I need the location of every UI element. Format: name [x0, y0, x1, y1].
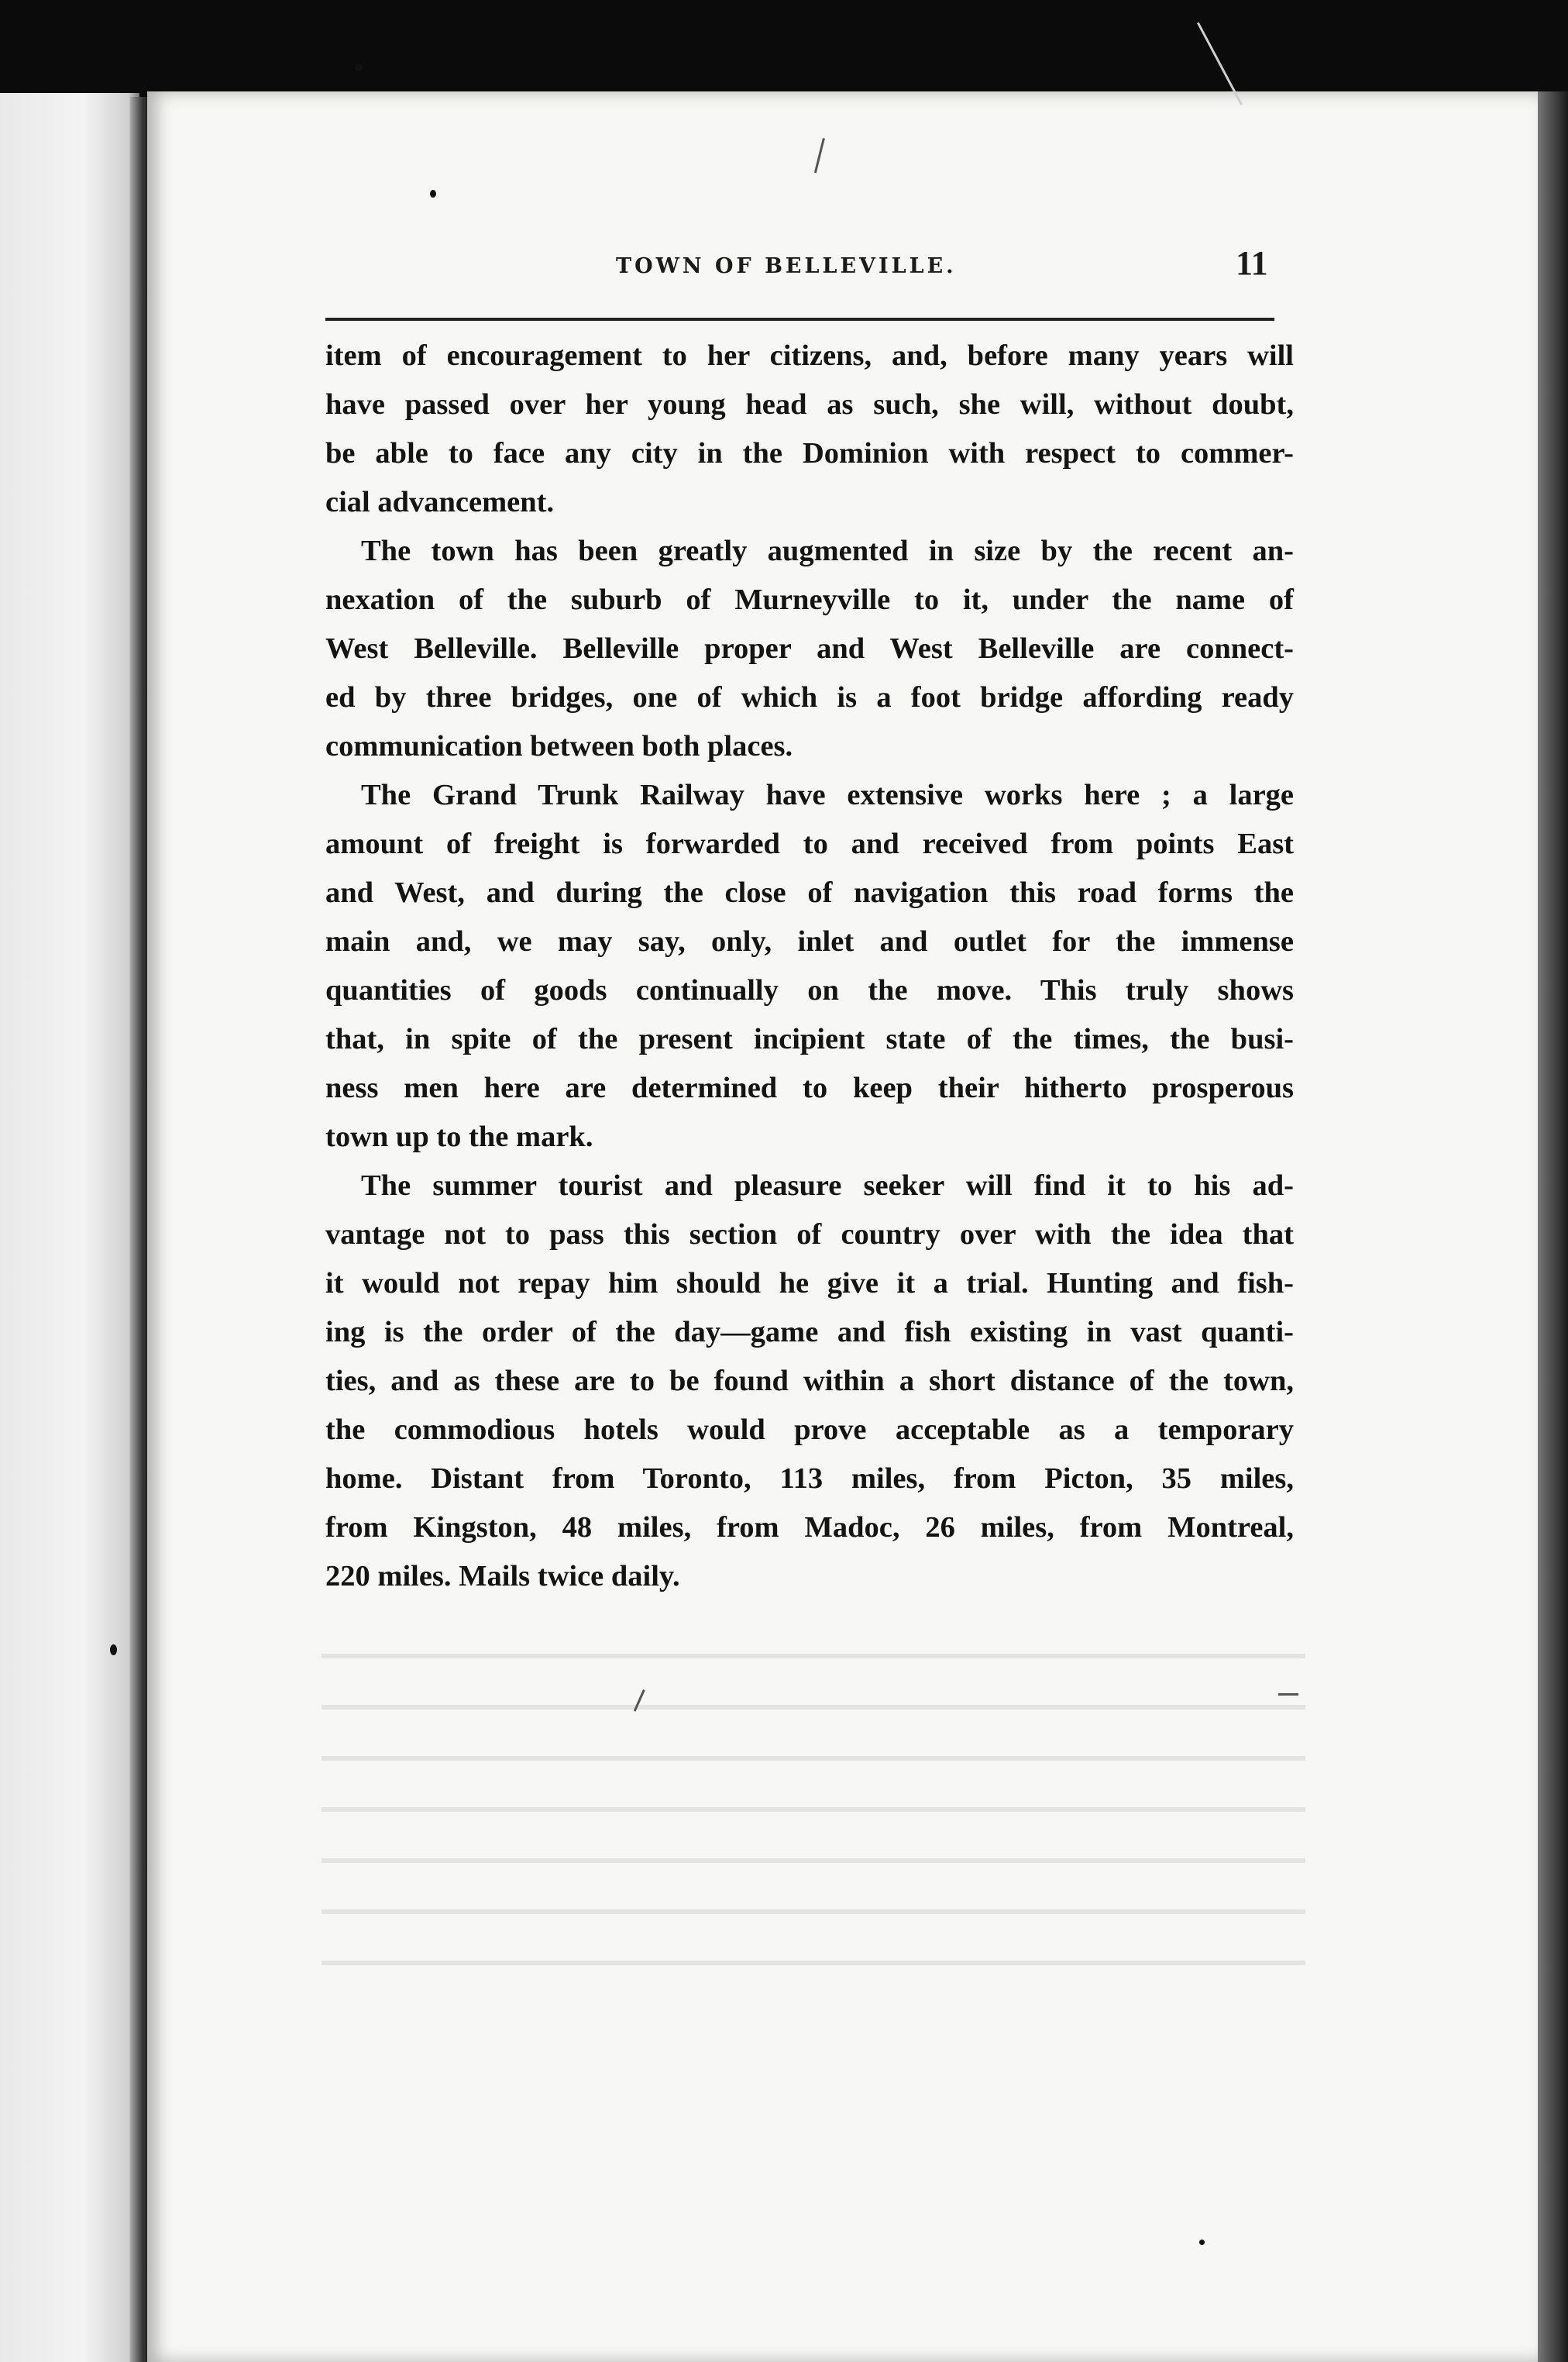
text-line: nexation of the suburb of Murneyville to it, under the name of	[325, 584, 1294, 616]
text-line: main and, we may say, only, inlet and outlet for the immense	[325, 925, 1294, 958]
running-title: TOWN OF BELLEVILLE.	[616, 254, 957, 278]
scratch-mark	[1278, 1693, 1298, 1696]
bleed-through-text	[322, 1627, 1305, 1968]
dust-speck	[430, 190, 436, 198]
dust-speck	[355, 64, 363, 71]
dust-speck	[1199, 2240, 1205, 2245]
text-line: vantage not to pass this section of country over with the idea that	[325, 1218, 1294, 1251]
paragraph-3	[325, 771, 1294, 1162]
text-line: home. Distant from Toronto, 113 miles, from Picton, 35 miles,	[325, 1462, 1294, 1495]
paragraph-4	[325, 1162, 1294, 1601]
text-line: item of encouragement to her citizens, and, before many years will	[325, 339, 1294, 372]
text-line: and West, and during the close of navigation this road forms the	[325, 876, 1294, 909]
text-line: The town has been greatly augmented in size by the recent an-	[361, 535, 1294, 567]
text-line: have passed over her young head as such, she will, without doubt,	[325, 388, 1294, 421]
paragraph-1	[325, 332, 1294, 527]
facing-page-edge	[0, 93, 139, 2362]
text-line: that, in spite of the present incipient state of the times, the busi-	[325, 1023, 1294, 1055]
text-line: from Kingston, 48 miles, from Madoc, 26 miles, from Montreal,	[325, 1511, 1294, 1544]
text-line: West Belleville. Belleville proper and West Belleville are connect-	[325, 632, 1294, 665]
text-line: the commodious hotels would prove acceptable as a temporary	[325, 1413, 1294, 1446]
dust-speck	[110, 1644, 117, 1655]
text-line: The summer tourist and pleasure seeker will find it to his ad-	[361, 1169, 1294, 1202]
paragraph-2	[325, 527, 1294, 771]
text-line: ing is the order of the day—game and fish existing in vast quanti-	[325, 1316, 1294, 1348]
text-line: The Grand Trunk Railway have extensive works here ; a large	[361, 779, 1294, 811]
text-line: 220 miles. Mails twice daily.	[325, 1560, 680, 1592]
text-line: it would not repay him should he give it a trial. Hunting and fish-	[325, 1267, 1294, 1300]
text-line: ties, and as these are to be found within a short distance of the town,	[325, 1365, 1294, 1397]
body-text	[325, 332, 1294, 1601]
page-edge-shadow	[1538, 91, 1568, 2362]
text-line: be able to face any city in the Dominion with respect to commer-	[325, 437, 1294, 470]
page-number: 11	[1236, 244, 1268, 282]
text-line: town up to the mark.	[325, 1121, 593, 1153]
text-line: ed by three bridges, one of which is a foot bridge affording ready	[325, 681, 1294, 714]
text-line: communication between both places.	[325, 730, 793, 763]
text-line: quantities of goods continually on the move. This truly shows	[325, 974, 1294, 1007]
text-line: amount of freight is forwarded to and received from points East	[325, 828, 1294, 860]
text-line: cial advancement.	[325, 486, 555, 518]
text-line: ness men here are determined to keep their hitherto prosperous	[325, 1072, 1294, 1104]
header-rule	[325, 318, 1274, 321]
page-header	[616, 246, 1391, 293]
